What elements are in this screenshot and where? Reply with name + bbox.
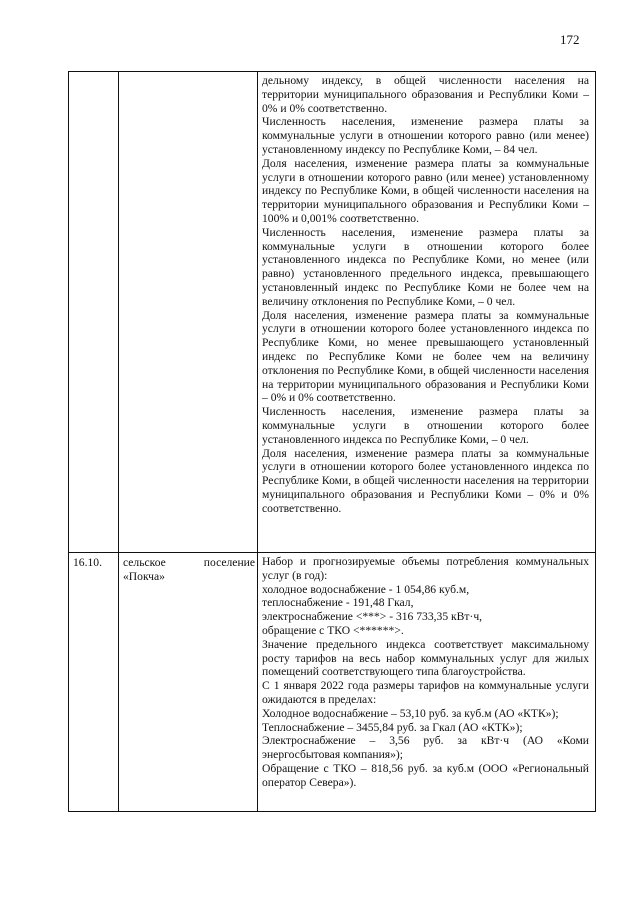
municipality-cell xyxy=(119,553,258,812)
paragraph: Обращение с ТКО – 818,56 руб. за куб.м (ООО «Региональный оператор Севера»). xyxy=(262,761,589,789)
page-number: 172 xyxy=(560,32,580,47)
paragraph: электроснабжение <***> - 316 733,35 кВт·ч, xyxy=(262,610,483,624)
row-number: 16.10. xyxy=(73,556,102,569)
paragraph: холодное водоснабжение - 1 054,86 куб.м, xyxy=(262,582,470,596)
paragraph: Значение предельного индекса соответствует максимальному росту тарифов на весь набор коммунальных услуг для жилых помещений соответствующего типа благоустройства. xyxy=(262,637,589,679)
paragraph: Доля населения, изменение размера платы за коммунальные услуги в отношении которого более установленного индекса по Республике Коми, но менее превышающего установленный индекс по Республике Коми не более чем на величину отклонения по Республике Коми, в общей численности населения на территории муниципального образования и Республики Коми – 0% и 0% соответственно. xyxy=(262,308,589,405)
municipality-name: сельское поселение xyxy=(123,556,255,569)
paragraph: обращение с ТКО <******>. xyxy=(262,623,404,637)
paragraph: Численность населения, изменение размера платы за коммунальные услуги в отношении которого более установленного индекса по Республике Коми, – 0 чел. xyxy=(262,405,589,446)
municipality-cell xyxy=(119,72,258,553)
paragraph: Теплоснабжение – 3455,84 руб. за Гкал (АО «КТК»); xyxy=(262,720,523,734)
paragraph: Электроснабжение – 3,56 руб. за кВт·ч (АО «Коми энергосбытовая компания»); xyxy=(262,734,589,762)
indicators-table xyxy=(68,71,596,812)
paragraph: дельному индексу, в общей численности населения на территории муниципального образования и Республики Коми – 0% и 0% соответственно. xyxy=(262,74,589,115)
paragraph: Численность населения, изменение размера платы за коммунальные услуги в отношении которого равно (или менее) установленному индексу по Республике Коми, – 84 чел. xyxy=(262,115,589,156)
paragraph: Численность населения, изменение размера платы за коммунальные услуги в отношении которого более установленного индекса по Республике Коми, но менее (или равно) установленного предельного индекса, превышающего установленный индекс по Республике Коми не более чем на величину отклонения по Республике Коми, – 0 чел. xyxy=(262,225,589,308)
row-number-cell xyxy=(69,72,119,553)
description-cell xyxy=(258,72,596,553)
paragraph: Доля населения, изменение размера платы за коммунальные услуги в отношении которого равно (или менее) установленному индексу по Республике Коми, в общей численности населения на территории муниципального образования и Республики Коми – 100% и 0,001% соответственно. xyxy=(262,156,589,225)
paragraph: С 1 января 2022 года размеры тарифов на коммунальные услуги ожидаются в пределах: xyxy=(262,679,589,706)
paragraph: Холодное водоснабжение – 53,10 руб. за куб.м (АО «КТК»); xyxy=(262,706,559,720)
table-row xyxy=(69,553,596,812)
paragraph: теплоснабжение - 191,48 Гкал, xyxy=(262,596,414,610)
description-cell xyxy=(258,553,596,812)
row-number-cell xyxy=(69,553,119,812)
paragraph: Набор и прогнозируемые объемы потребления коммунальных услуг (в год): xyxy=(262,555,589,582)
municipality-name-quoted: «Покча» xyxy=(123,569,165,583)
table-row xyxy=(69,72,596,553)
paragraph: Доля населения, изменение размера платы за коммунальные услуги в отношении которого более установленного индекса по Республике Коми, в общей численности населения на территории муниципального образования и Республики Коми – 0% и 0% соответственно. xyxy=(262,446,589,515)
